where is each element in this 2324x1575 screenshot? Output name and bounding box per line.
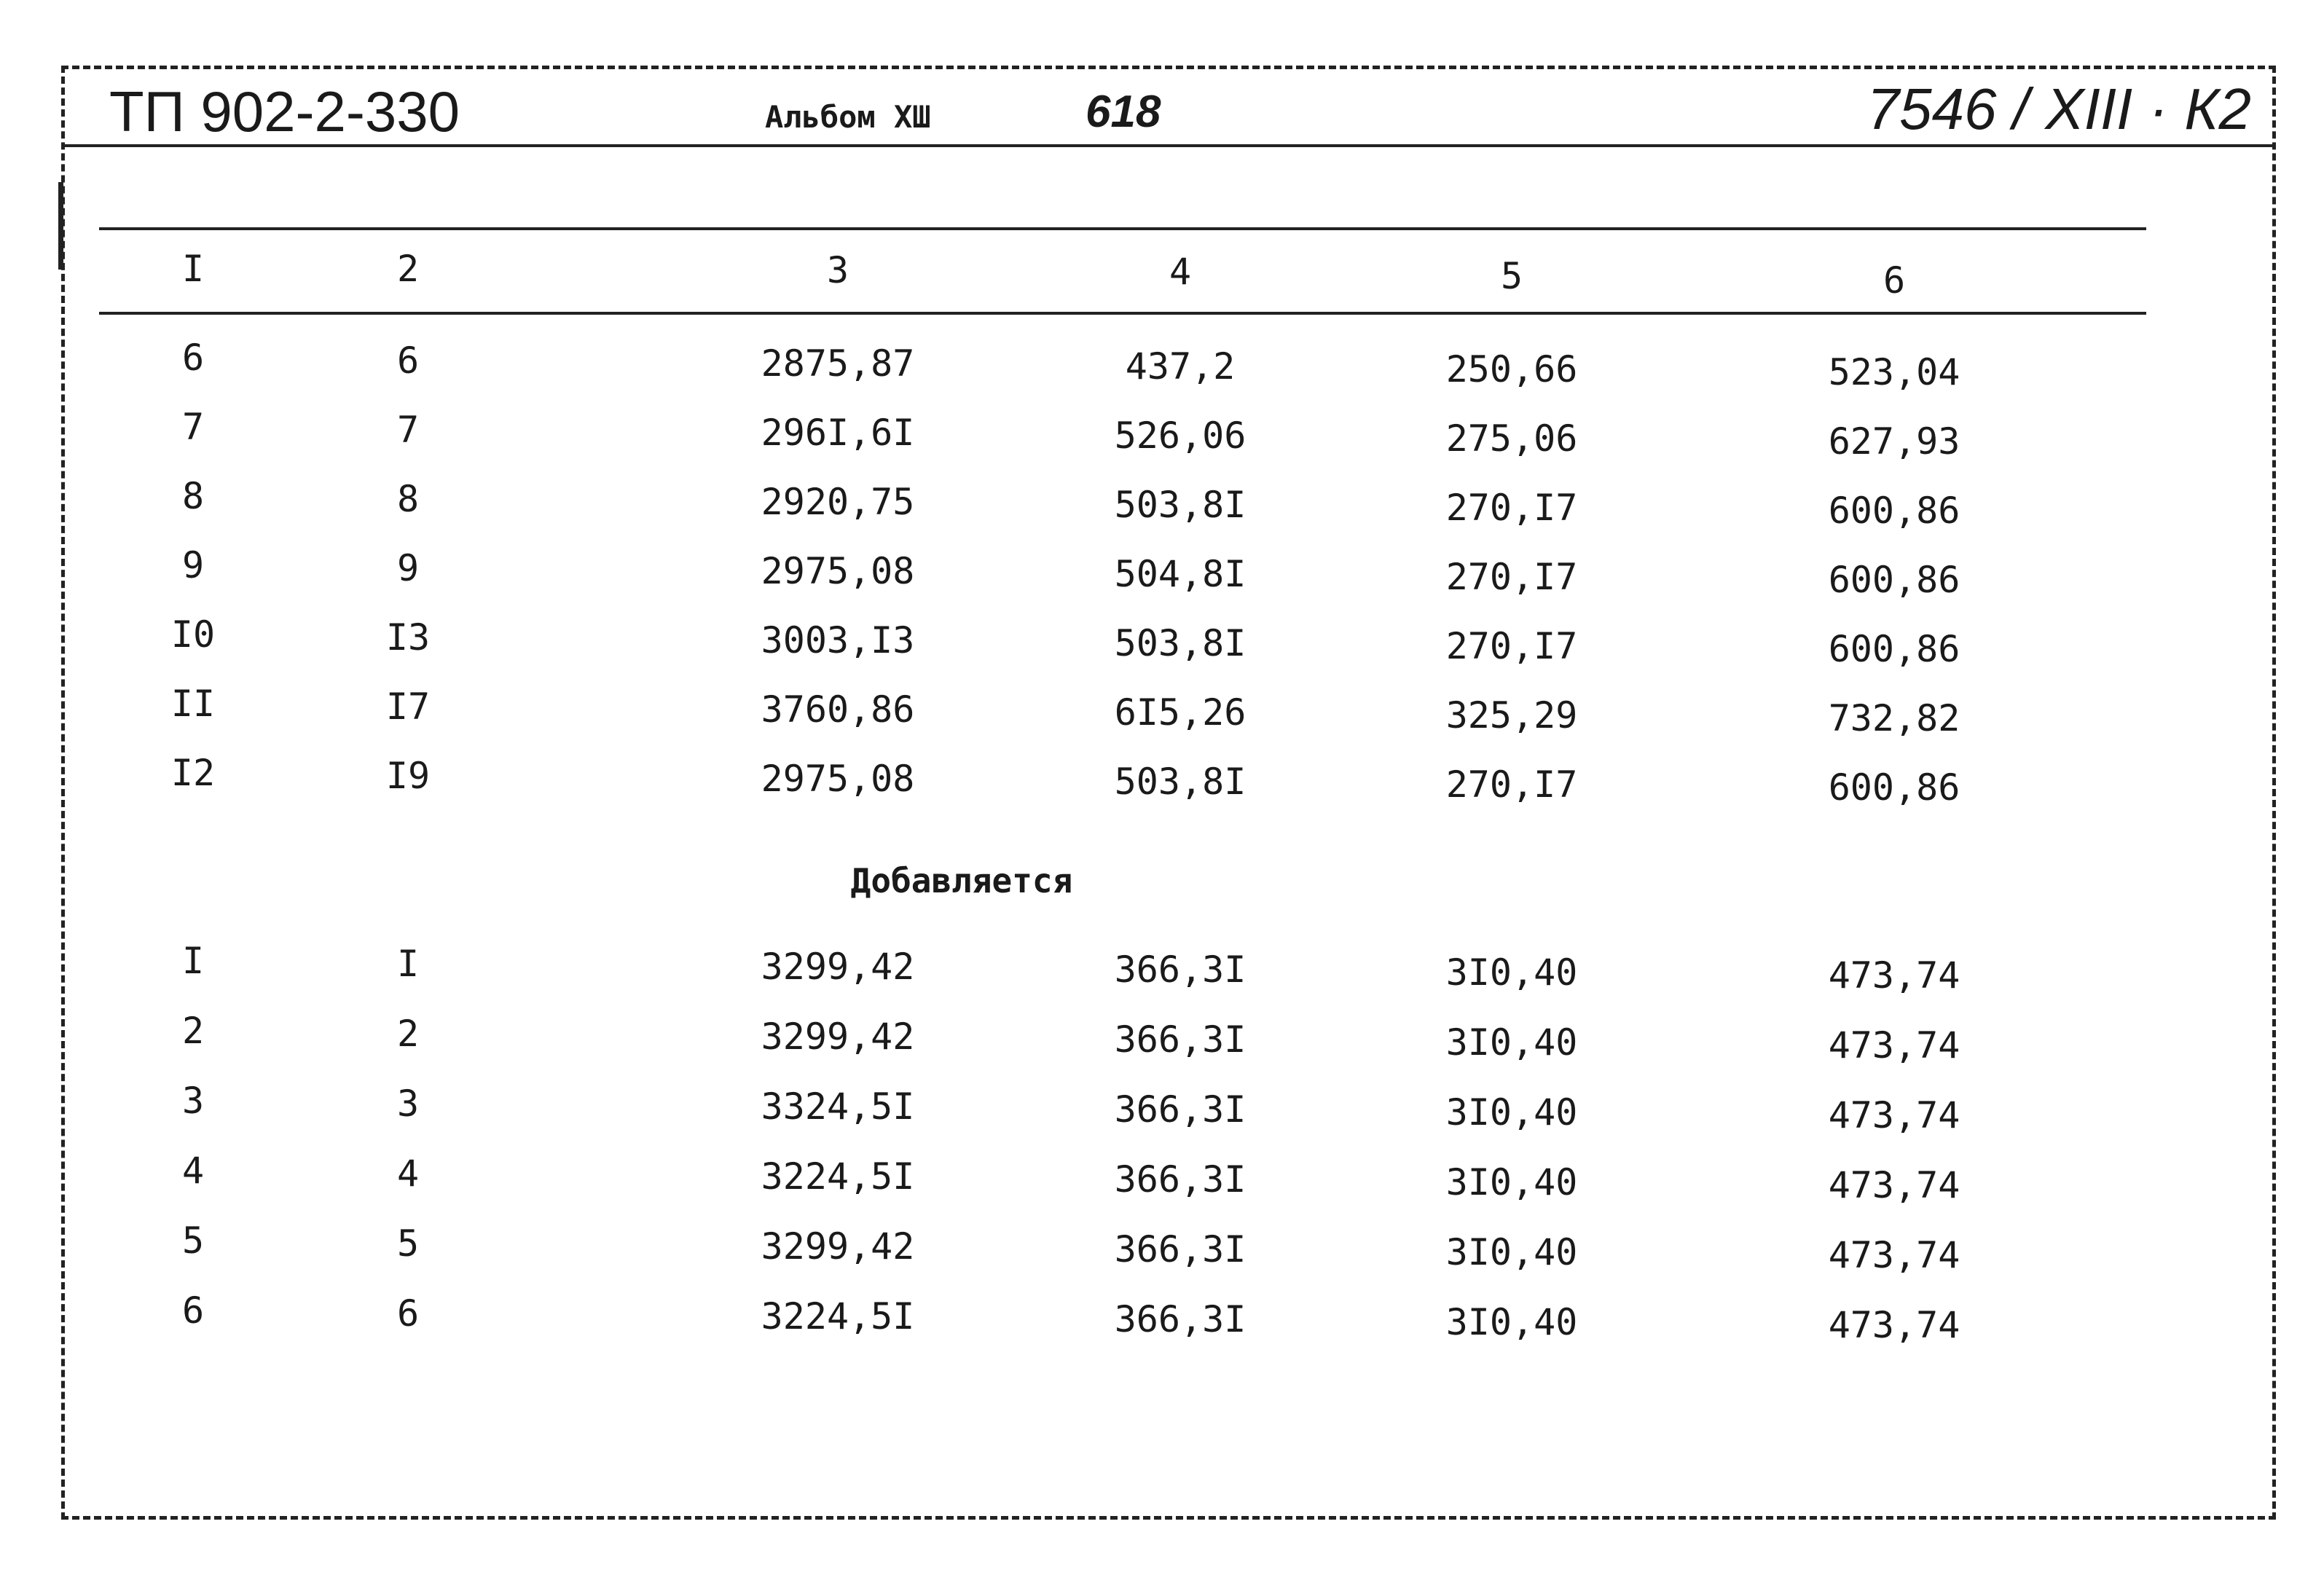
added-row-cell: 3224,5I — [761, 1295, 915, 1338]
added-row-cell: 2 — [181, 1010, 205, 1052]
added-row-cell: 366,3I — [1114, 1228, 1247, 1270]
added-row-cell: 3224,5I — [761, 1155, 915, 1198]
added-row-cell: 473,74 — [1828, 1094, 1960, 1136]
table-row-cell: 600,86 — [1828, 559, 1960, 601]
table-row-cell: 526,06 — [1114, 415, 1247, 457]
added-row-cell: 3 — [396, 1083, 420, 1125]
table-row-cell: 523,04 — [1828, 351, 1960, 393]
added-row-cell: 366,3I — [1114, 1298, 1247, 1340]
added-row-cell: 3I0,40 — [1445, 951, 1578, 994]
added-row-cell: 6 — [181, 1289, 205, 1332]
table-row-cell: 325,29 — [1445, 694, 1578, 737]
table-row-cell: 270,I7 — [1445, 625, 1578, 667]
table-row-cell: 503,8I — [1114, 484, 1247, 526]
table-row-cell: 7 — [396, 409, 420, 451]
added-row-cell: 3I0,40 — [1445, 1231, 1578, 1273]
table-header-rule — [99, 312, 2146, 315]
column-header: 6 — [1883, 259, 1906, 302]
table-row-cell: 6I5,26 — [1114, 691, 1247, 734]
table-row-cell: 250,66 — [1445, 348, 1578, 390]
column-header: 3 — [826, 249, 849, 291]
sheet-number: 618 — [1086, 87, 1161, 137]
added-row-cell: 4 — [396, 1152, 420, 1195]
table-row-cell: 7 — [181, 406, 205, 448]
added-row-cell: 473,74 — [1828, 1164, 1960, 1206]
section-label: Добавляется — [850, 861, 1073, 900]
added-row-cell: 3299,42 — [761, 1016, 915, 1058]
frame-left-mark — [58, 182, 63, 270]
added-row-cell: 6 — [396, 1292, 420, 1335]
column-header: 5 — [1500, 255, 1523, 297]
table-row-cell: 2975,08 — [761, 550, 915, 592]
added-row-cell: 473,74 — [1828, 1304, 1960, 1346]
table-row-cell: 8 — [396, 478, 420, 520]
added-row-cell: 5 — [396, 1222, 420, 1265]
table-row-cell: 437,2 — [1125, 345, 1236, 388]
added-row-cell: 3299,42 — [761, 946, 915, 988]
added-row-cell: 473,74 — [1828, 954, 1960, 997]
added-row-cell: 3I0,40 — [1445, 1301, 1578, 1343]
added-row-cell: I — [181, 940, 205, 982]
table-row-cell: 600,86 — [1828, 628, 1960, 670]
table-row-cell: 627,93 — [1828, 420, 1960, 463]
table-row-cell: 3003,I3 — [761, 619, 915, 661]
project-code: ТП 902-2-330 — [109, 79, 460, 144]
table-row-cell: 9 — [181, 544, 205, 586]
added-row-cell: I — [396, 943, 420, 985]
table-top-rule — [99, 227, 2146, 230]
added-row-cell: 473,74 — [1828, 1024, 1960, 1067]
added-row-cell: 5 — [181, 1219, 205, 1262]
table-row-cell: 504,8I — [1114, 553, 1247, 595]
table-row-cell: 503,8I — [1114, 622, 1247, 664]
column-header: I — [181, 248, 205, 290]
added-row-cell: 366,3I — [1114, 1158, 1247, 1201]
table-row-cell: II — [170, 683, 216, 725]
table-row-cell: 270,I7 — [1445, 556, 1578, 598]
added-row-cell: 366,3I — [1114, 948, 1247, 991]
added-row-cell: 3 — [181, 1080, 205, 1122]
table-row-cell: 8 — [181, 475, 205, 517]
table-row-cell: 2920,75 — [761, 481, 915, 523]
table-row-cell: 2975,08 — [761, 758, 915, 800]
table-row-cell: 732,82 — [1828, 697, 1960, 739]
table-row-cell: I3 — [385, 616, 431, 659]
added-row-cell: 2 — [396, 1013, 420, 1055]
table-row-cell: I9 — [385, 755, 431, 797]
added-row-cell: 3I0,40 — [1445, 1161, 1578, 1203]
table-row-cell: 9 — [396, 547, 420, 589]
album-label: Альбом XШ — [765, 99, 931, 135]
table-row-cell: I0 — [170, 613, 216, 656]
table-row-cell: I7 — [385, 686, 431, 728]
table-row-cell: 275,06 — [1445, 417, 1578, 460]
table-row-cell: 503,8I — [1114, 761, 1247, 803]
added-row-cell: 3324,5I — [761, 1085, 915, 1128]
table-row-cell: 600,86 — [1828, 766, 1960, 809]
added-row-cell: 3299,42 — [761, 1225, 915, 1268]
table-row-cell: 270,I7 — [1445, 487, 1578, 529]
added-row-cell: 366,3I — [1114, 1088, 1247, 1131]
table-row-cell: 296I,6I — [761, 412, 915, 454]
added-row-cell: 3I0,40 — [1445, 1091, 1578, 1134]
table-row-cell: 2875,87 — [761, 342, 915, 385]
added-row-cell: 366,3I — [1114, 1018, 1247, 1061]
table-row-cell: I2 — [170, 752, 216, 794]
added-row-cell: 4 — [181, 1150, 205, 1192]
column-header: 4 — [1169, 251, 1192, 293]
table-row-cell: 270,I7 — [1445, 763, 1578, 806]
table-row-cell: 600,86 — [1828, 490, 1960, 532]
table-row-cell: 6 — [396, 339, 420, 382]
table-row-cell: 3760,86 — [761, 688, 915, 731]
column-header: 2 — [396, 248, 420, 290]
document-number: 7546 / XIII · К2 — [1866, 76, 2251, 141]
added-row-cell: 3I0,40 — [1445, 1021, 1578, 1064]
added-row-cell: 473,74 — [1828, 1234, 1960, 1276]
table-row-cell: 6 — [181, 337, 205, 379]
